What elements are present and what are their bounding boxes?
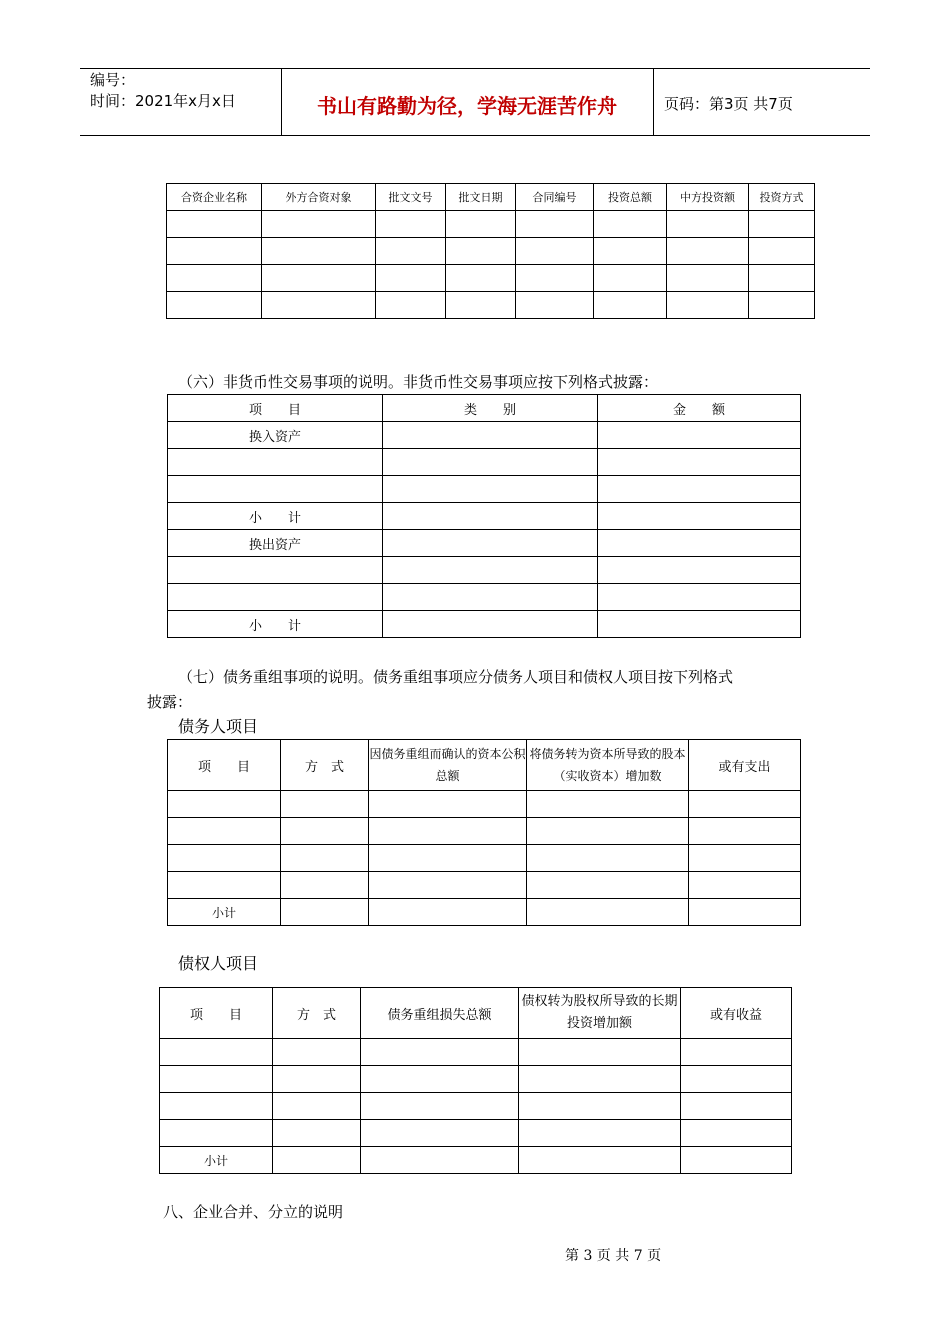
header-top-rule xyxy=(80,68,870,69)
table-row xyxy=(168,584,801,611)
table-row xyxy=(168,872,801,899)
header-cell: 中方投资额 xyxy=(667,184,749,211)
row-label xyxy=(168,449,383,476)
row-label: 换出资产 xyxy=(168,530,383,557)
header-cell: 批文文号 xyxy=(376,184,446,211)
header-cell: 方 式 xyxy=(281,740,369,791)
table-row xyxy=(167,265,815,292)
table-row xyxy=(168,611,801,638)
table-row xyxy=(168,530,801,557)
row-label xyxy=(168,584,383,611)
header-cell: 项 目 xyxy=(160,988,273,1039)
table-row xyxy=(160,1066,792,1093)
nonmonetary-header-row xyxy=(168,395,801,422)
table-row xyxy=(167,211,815,238)
doc-number-label: 编号： xyxy=(90,71,136,89)
header-cell: 批文日期 xyxy=(446,184,516,211)
table-row xyxy=(168,899,801,926)
joint-venture-table xyxy=(166,183,815,319)
table-row xyxy=(160,1093,792,1120)
creditor-title: 债权人项目 xyxy=(178,954,259,973)
header-cell: 或有收益 xyxy=(681,988,792,1039)
section6-text: （六）非货币性交易事项的说明。非货币性交易事项应按下列格式披露： xyxy=(178,373,659,391)
creditor-header-row xyxy=(160,988,792,1039)
header-cell: 合同编号 xyxy=(516,184,594,211)
row-label: 小 计 xyxy=(168,503,383,530)
debtor-header-row xyxy=(168,740,801,791)
header-bottom-rule xyxy=(80,135,870,136)
header-cell: 因债务重组而确认的资本公积总额 xyxy=(369,740,527,791)
debtor-title: 债务人项目 xyxy=(178,717,259,736)
header-cell: 项 目 xyxy=(168,740,281,791)
row-label: 小 计 xyxy=(168,611,383,638)
section7-line1: （七）债务重组事项的说明。债务重组事项应分债务人项目和债权人项目按下列格式 xyxy=(178,668,734,686)
table-row xyxy=(160,1039,792,1066)
header-cell: 债权转为股权所导致的长期投资增加额 xyxy=(519,988,681,1039)
header-cell: 方 式 xyxy=(273,988,361,1039)
footer-page-number: 第 3 页 共 7 页 xyxy=(565,1248,662,1264)
header-cell: 投资方式 xyxy=(749,184,815,211)
table-row xyxy=(167,238,815,265)
header-divider-right xyxy=(653,68,654,136)
table-row xyxy=(168,503,801,530)
table-row xyxy=(168,845,801,872)
header-cell: 投资总额 xyxy=(594,184,667,211)
row-label xyxy=(168,557,383,584)
header-page-label: 页码：第3页 共7页 xyxy=(664,95,793,113)
table-row xyxy=(160,1120,792,1147)
header-cell: 类 别 xyxy=(383,395,598,422)
header-left-block xyxy=(90,70,236,112)
subtotal-label: 小计 xyxy=(168,899,281,926)
joint-venture-header-row xyxy=(167,184,815,211)
header-cell: 或有支出 xyxy=(689,740,801,791)
row-label: 换入资产 xyxy=(168,422,383,449)
table-row xyxy=(160,1147,792,1174)
doc-time-label: 时间：2021年x月x日 xyxy=(90,92,236,110)
header-cell: 将债务转为资本所导致的股本（实收资本）增加数 xyxy=(527,740,689,791)
table-row xyxy=(168,422,801,449)
header-cell: 金 额 xyxy=(598,395,801,422)
table-row xyxy=(168,449,801,476)
table-row xyxy=(168,791,801,818)
header-cell: 项 目 xyxy=(168,395,383,422)
debtor-table xyxy=(167,739,801,926)
header-cell: 合资企业名称 xyxy=(167,184,262,211)
table-row xyxy=(168,818,801,845)
section7-line2: 披露： xyxy=(147,693,193,711)
section8-text: 八、企业合并、分立的说明 xyxy=(163,1203,344,1221)
nonmonetary-table xyxy=(167,394,801,638)
table-row xyxy=(168,476,801,503)
header-cell: 债务重组损失总额 xyxy=(361,988,519,1039)
header-motto: 书山有路勤为径，学海无涯苦作舟 xyxy=(317,94,617,118)
header-cell: 外方合资对象 xyxy=(262,184,376,211)
table-row xyxy=(168,557,801,584)
table-row xyxy=(167,292,815,319)
subtotal-label: 小计 xyxy=(160,1147,273,1174)
creditor-table xyxy=(159,987,792,1174)
row-label xyxy=(168,476,383,503)
